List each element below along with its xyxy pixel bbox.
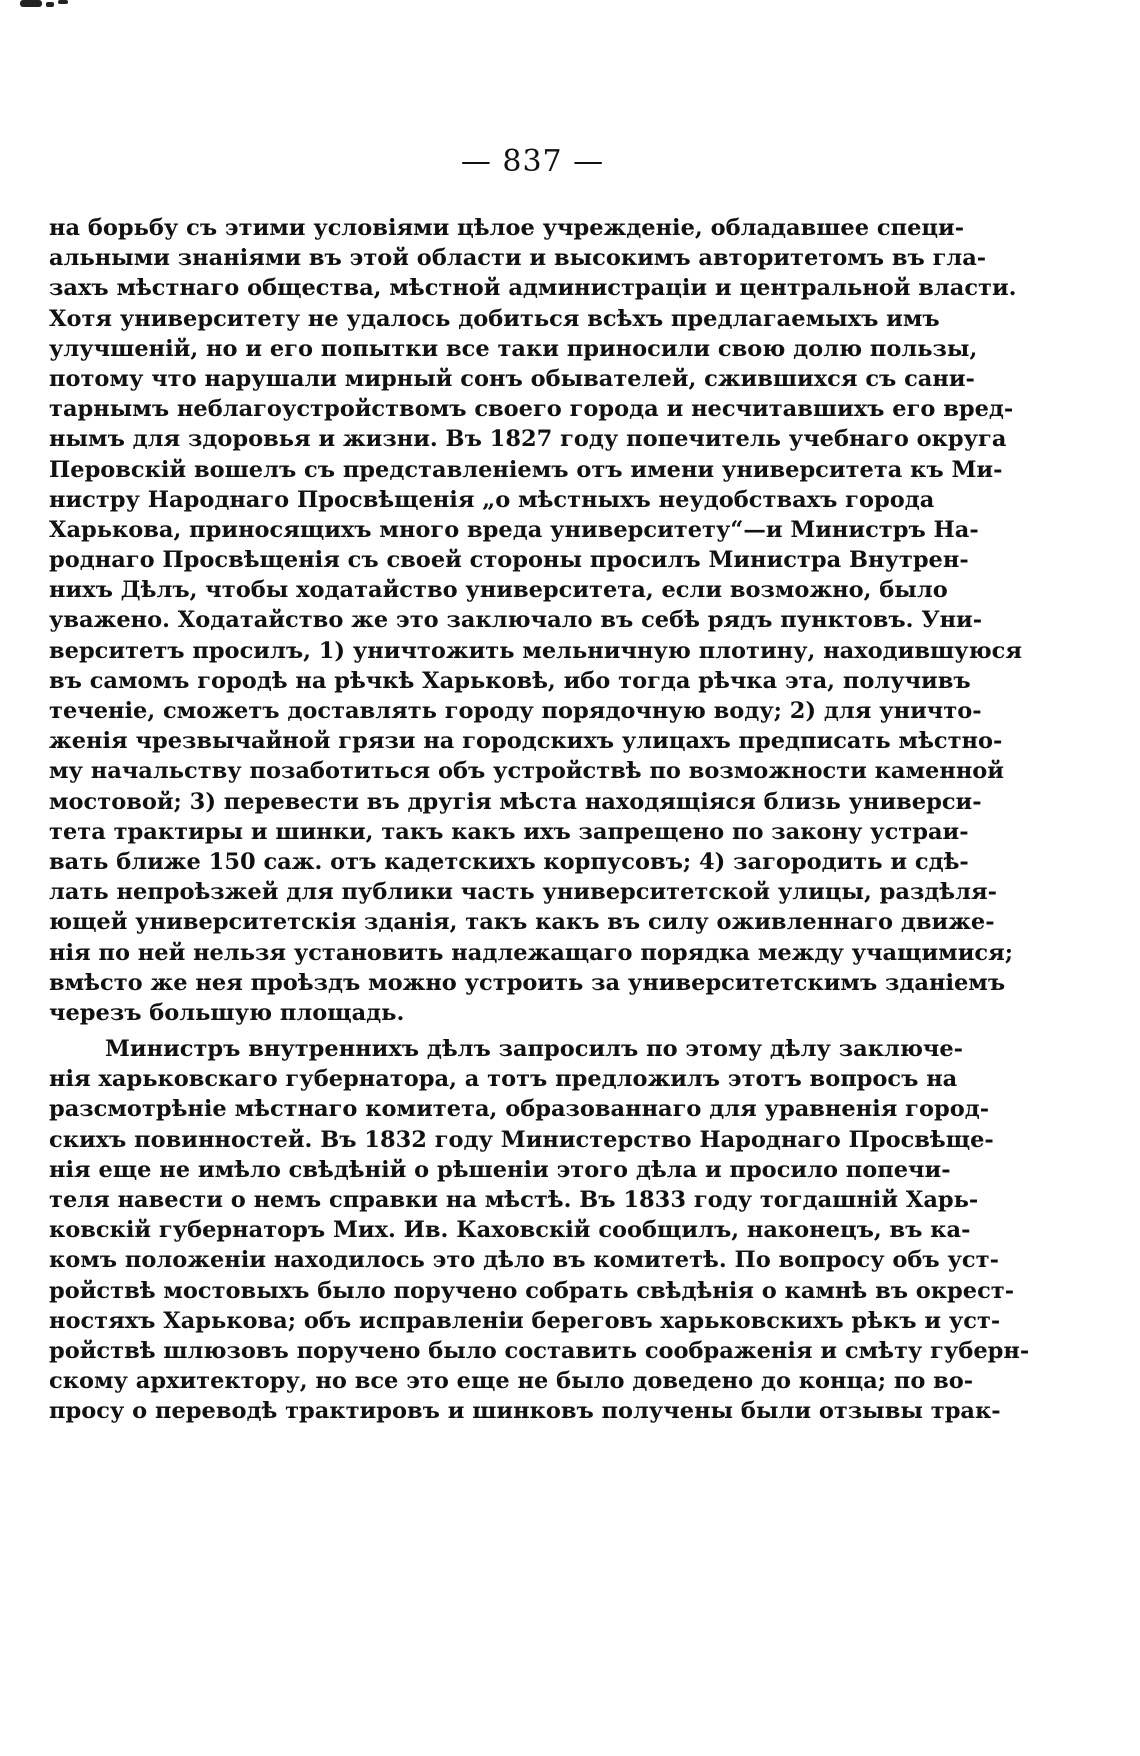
text-line: нихъ Дѣлъ, чтобы ходатайство университета, если возможно, было (49, 577, 948, 604)
text-line: мостовой; 3) перевести въ другія мѣста находящіяся близь универси- (49, 788, 982, 815)
text-line: вмѣсто же нея проѣздъ можно устроить за университетскимъ зданіемъ (49, 969, 1006, 996)
text-line: улучшеній, но и его попытки все таки приносили свою долю пользы, (49, 335, 978, 362)
text-line: тарнымъ неблагоустройствомъ своего города и несчитавшихъ его вред- (49, 396, 1014, 423)
scan-speck-top-left-2 (46, 2, 54, 7)
text-line: вать ближе 150 саж. отъ кадетскихъ корпусовъ; 4) загородить и сдѣ- (49, 848, 969, 875)
text-line: нистру Народнаго Просвѣщенія „о мѣстныхъ неудобствахъ города (49, 486, 935, 513)
text-line: тета трактиры и шинки, такъ какъ ихъ запрещено по закону устраи- (49, 818, 969, 845)
text-line: роднаго Просвѣщенія съ своей стороны просилъ Министра Внутрен- (49, 547, 969, 574)
body-text (49, 213, 1030, 1427)
text-line: ковскій губернаторъ Мих. Ив. Каховскій сообщилъ, наконецъ, въ ка- (49, 1217, 971, 1244)
text-line: ройствѣ мостовыхъ было поручено собрать свѣдѣнія о камнѣ въ окрест- (49, 1277, 1015, 1304)
text-line: въ самомъ городѣ на рѣчкѣ Харьковѣ, ибо тогда рѣчка эта, получивъ (49, 667, 971, 694)
text-line: комъ положеніи находилось это дѣло въ комитетѣ. По вопросу объ уст- (49, 1247, 999, 1274)
paragraph-1 (49, 213, 1022, 1028)
text-line: скихъ повинностей. Въ 1832 году Министерство Народнаго Просвѣще- (49, 1126, 994, 1153)
text-line: нія харьковскаго губернатора, а тотъ предложилъ этотъ вопросъ на (49, 1066, 958, 1093)
text-line: верситетъ просилъ, 1) уничтожить мельничную плотину, находившуюся (49, 637, 1022, 664)
paragraph-2 (49, 1034, 1030, 1426)
text-line: потому что нарушали мирный сонъ обывателей, сжившихся съ сани- (49, 365, 975, 392)
text-line: Перовскій вошелъ съ представленіемъ отъ имени университета къ Ми- (49, 456, 1003, 483)
text-line: ностяхъ Харькова; объ исправленіи береговъ харьковскихъ рѣкъ и уст- (49, 1307, 1001, 1334)
scan-speck-top-left-3 (58, 0, 68, 4)
text-line: разсмотрѣніе мѣстнаго комитета, образованнаго для уравненія город- (49, 1096, 990, 1123)
text-line: женія чрезвычайной грязи на городскихъ улицахъ предписать мѣстно- (49, 728, 1003, 755)
text-line: теля навести о немъ справки на мѣстѣ. Въ 1833 году тогдашній Харь- (49, 1187, 979, 1213)
text-line: лать непроѣзжей для публики часть университетской улицы, раздѣля- (49, 879, 997, 906)
text-line: черезъ большую площадь. (49, 999, 405, 1026)
text-line: альными знаніями въ этой области и высокимъ авторитетомъ въ гла- (49, 245, 987, 272)
text-line: уважено. Ходатайство же это заключало въ себѣ рядъ пунктовъ. Уни- (49, 607, 983, 634)
text-line: Харькова, приносящихъ много вреда университету“—и Министръ На- (49, 516, 979, 543)
text-line: на борьбу съ этими условіями цѣлое учрежденіе, обладавшее специ- (49, 215, 965, 241)
text-line: Хотя университету не удалось добиться всѣхъ предлагаемыхъ имъ (49, 305, 940, 332)
text-line: нія по ней нельзя установить надлежащаго порядка между учащимися; (49, 939, 1014, 966)
scan-speck-top-left (20, 0, 42, 7)
text-line: нія еще не имѣло свѣдѣній о рѣшеніи этого дѣла и просило попечи- (49, 1156, 951, 1183)
page-number: — 837 — (460, 144, 605, 179)
text-line: скому архитектору, но все это еще не было доведено до конца; по во- (49, 1368, 974, 1395)
text-line: ройствѣ шлюзовъ поручено было составить соображенія и смѣту губерн- (49, 1337, 1030, 1364)
text-line: нымъ для здоровья и жизни. Въ 1827 году попечитель учебнаго округа (49, 426, 1007, 453)
text-line: му начальству позаботиться объ устройствѣ по возможности каменной (49, 758, 1004, 785)
text-line: захъ мѣстнаго общества, мѣстной администраціи и центральной власти. (49, 275, 1017, 302)
text-line: просу о переводѣ трактировъ и шинковъ получены были отзывы трак- (49, 1398, 1001, 1425)
text-line: ющей университетскія зданія, такъ какъ въ силу оживленнаго движе- (49, 909, 995, 936)
text-line: теченіе, сможетъ доставлять городу порядочную воду; 2) для уничто- (49, 698, 982, 724)
text-line: Министръ внутреннихъ дѣлъ запросилъ по этому дѣлу заключе- (105, 1036, 964, 1063)
